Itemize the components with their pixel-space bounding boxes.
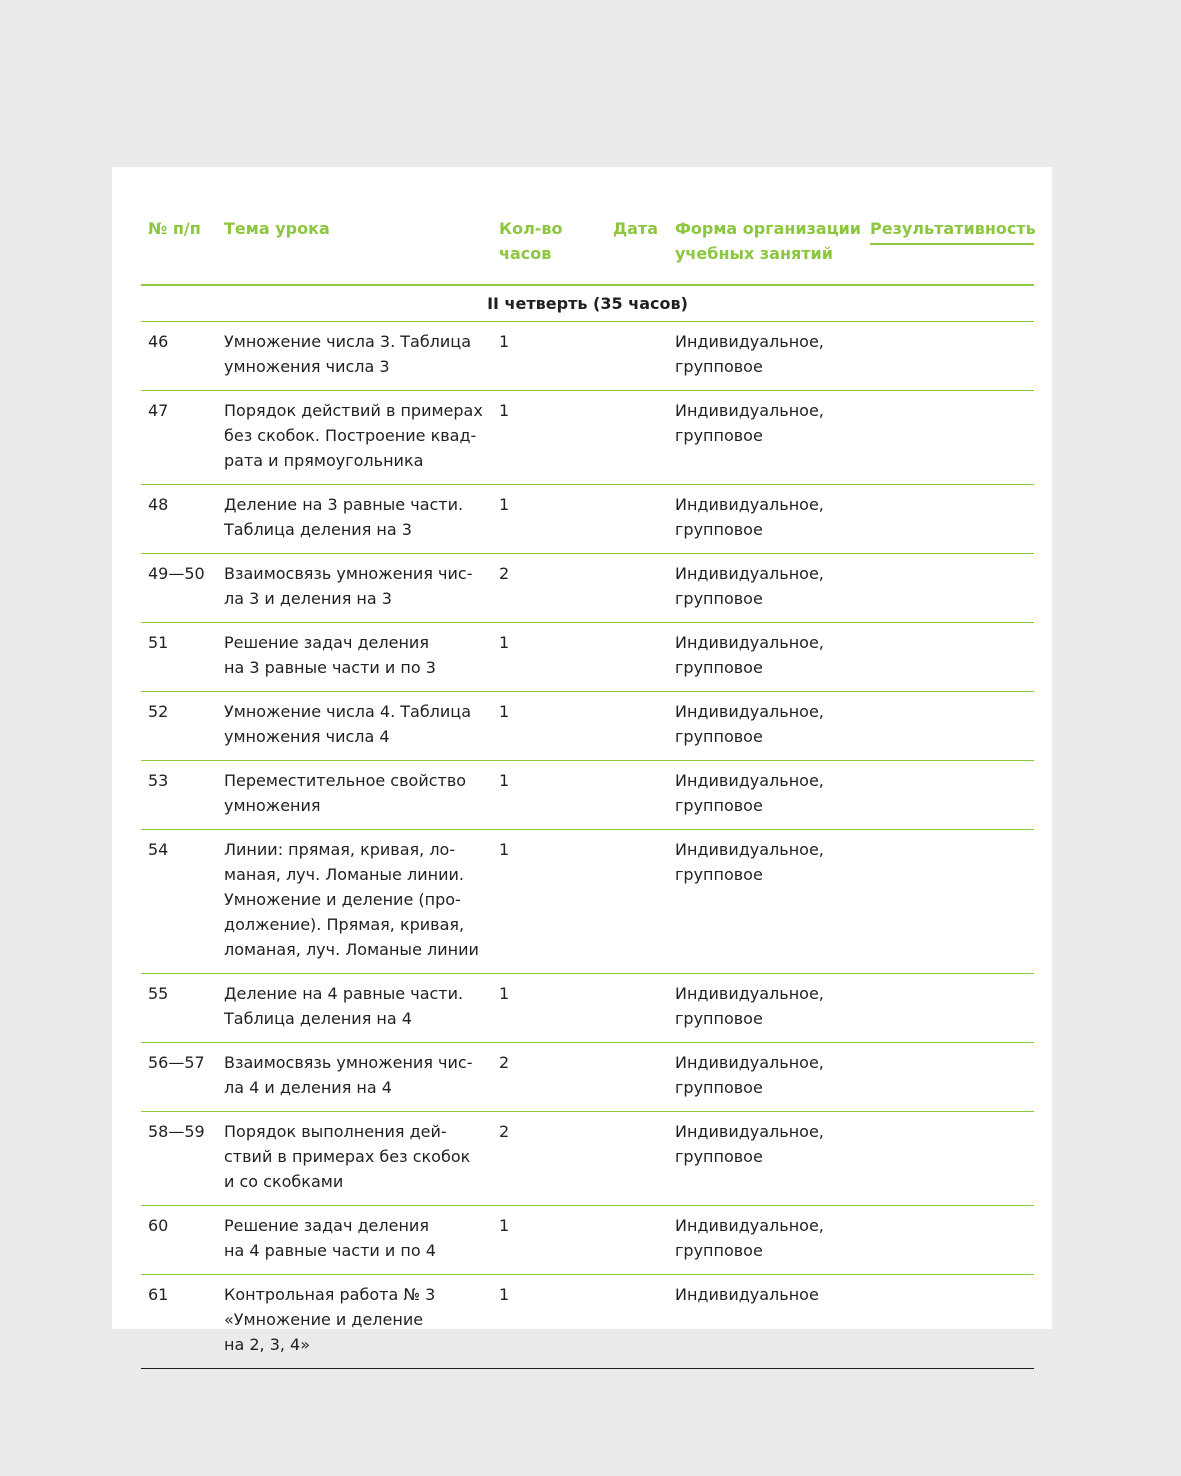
cell-hours: 1 <box>492 623 610 692</box>
topic-line: Умножение числа 4. Таблица <box>224 702 471 721</box>
cell-topic <box>217 830 492 974</box>
cell-result <box>864 485 1034 554</box>
topic-line: и со скобками <box>224 1172 344 1191</box>
cell-result <box>864 1112 1034 1206</box>
table-row <box>141 1112 1034 1206</box>
cell-num: 55 <box>141 974 217 1043</box>
topic-line: на 4 равные части и по 4 <box>224 1241 436 1260</box>
cell-num: 48 <box>141 485 217 554</box>
quarter-title: II четверть (35 часов) <box>141 285 1034 322</box>
cell-result <box>864 1206 1034 1275</box>
form-line: Индивидуальное, <box>675 495 824 514</box>
form-line: Индивидуальное, <box>675 401 824 420</box>
topic-line: маная, луч. Ломаные линии. <box>224 865 464 884</box>
cell-date <box>610 554 668 623</box>
cell-topic <box>217 391 492 485</box>
header-result: Результативность <box>870 216 1034 245</box>
cell-topic <box>217 761 492 830</box>
topic-line: ла 4 и деления на 4 <box>224 1078 392 1097</box>
cell-form <box>668 761 864 830</box>
table-row <box>141 830 1034 974</box>
form-line: Индивидуальное, <box>675 771 824 790</box>
form-line: групповое <box>675 1241 763 1260</box>
topic-line: Решение задач деления <box>224 1216 429 1235</box>
topic-line: Умножение числа 3. Таблица <box>224 332 471 351</box>
cell-topic <box>217 1043 492 1112</box>
header-date: Дата <box>610 215 668 285</box>
form-line: групповое <box>675 796 763 815</box>
form-line: Индивидуальное, <box>675 633 824 652</box>
topic-line: ла 3 и деления на 3 <box>224 589 392 608</box>
topic-line: на 3 равные части и по 3 <box>224 658 436 677</box>
cell-form <box>668 391 864 485</box>
cell-form <box>668 1112 864 1206</box>
form-line: групповое <box>675 357 763 376</box>
cell-num: 52 <box>141 692 217 761</box>
cell-date <box>610 1206 668 1275</box>
form-line: Индивидуальное <box>675 1285 819 1304</box>
quarter-row <box>141 285 1034 322</box>
table-row <box>141 554 1034 623</box>
cell-form <box>668 1206 864 1275</box>
cell-date <box>610 485 668 554</box>
topic-line: Взаимосвязь умножения чис- <box>224 564 473 583</box>
cell-hours: 1 <box>492 761 610 830</box>
cell-num: 56—57 <box>141 1043 217 1112</box>
form-line: групповое <box>675 865 763 884</box>
cell-result <box>864 623 1034 692</box>
table-row <box>141 692 1034 761</box>
form-line: групповое <box>675 589 763 608</box>
cell-result <box>864 830 1034 974</box>
form-line: групповое <box>675 727 763 746</box>
topic-line: Решение задач деления <box>224 633 429 652</box>
topic-line: ствий в примерах без скобок <box>224 1147 471 1166</box>
form-line: групповое <box>675 1078 763 1097</box>
form-line: Индивидуальное, <box>675 564 824 583</box>
topic-line: умножения числа 3 <box>224 357 390 376</box>
cell-topic <box>217 322 492 391</box>
document-page <box>112 167 1052 1354</box>
cell-topic <box>217 554 492 623</box>
table-row <box>141 322 1034 391</box>
cell-num: 49—50 <box>141 554 217 623</box>
table-row <box>141 485 1034 554</box>
form-line: Индивидуальное, <box>675 1053 824 1072</box>
table-row <box>141 391 1034 485</box>
form-line: групповое <box>675 426 763 445</box>
topic-line: умножения <box>224 796 321 815</box>
topic-line: без скобок. Построение квад- <box>224 426 477 445</box>
cell-date <box>610 322 668 391</box>
topic-line: Таблица деления на 4 <box>224 1009 412 1028</box>
table-row <box>141 1206 1034 1275</box>
cell-num: 53 <box>141 761 217 830</box>
cell-hours: 2 <box>492 1043 610 1112</box>
cell-topic <box>217 1275 492 1369</box>
topic-line: Порядок действий в примерах <box>224 401 483 420</box>
form-line: Индивидуальное, <box>675 1216 824 1235</box>
cell-date <box>610 1043 668 1112</box>
cell-result <box>864 554 1034 623</box>
header-num: № п/п <box>141 215 217 285</box>
topic-line: «Умножение и деление <box>224 1310 424 1329</box>
cell-topic <box>217 692 492 761</box>
cell-form <box>668 485 864 554</box>
cell-num: 46 <box>141 322 217 391</box>
topic-line: Взаимосвязь умножения чис- <box>224 1053 473 1072</box>
topic-line: Таблица деления на 3 <box>224 520 412 539</box>
cell-num: 61 <box>141 1275 217 1369</box>
form-line: групповое <box>675 658 763 677</box>
topic-line: Переместительное свойство <box>224 771 467 790</box>
cell-form <box>668 322 864 391</box>
cell-date <box>610 692 668 761</box>
lesson-plan-table <box>141 215 1034 1369</box>
cell-num: 58—59 <box>141 1112 217 1206</box>
cell-result <box>864 692 1034 761</box>
cell-result <box>864 761 1034 830</box>
cell-result <box>864 1043 1034 1112</box>
table-row <box>141 1043 1034 1112</box>
topic-line: рата и прямоугольника <box>224 451 424 470</box>
topic-line: Деление на 3 равные части. <box>224 495 464 514</box>
cell-num: 54 <box>141 830 217 974</box>
cell-hours: 1 <box>492 391 610 485</box>
cell-result <box>864 1275 1034 1369</box>
header-row <box>141 215 1034 285</box>
cell-date <box>610 1112 668 1206</box>
cell-date <box>610 623 668 692</box>
topic-line: на 2, 3, 4» <box>224 1335 311 1354</box>
cell-hours: 2 <box>492 1112 610 1206</box>
topic-line: Деление на 4 равные части. <box>224 984 464 1003</box>
table-row <box>141 623 1034 692</box>
cell-num: 51 <box>141 623 217 692</box>
topic-line: должение). Прямая, кривая, <box>224 915 465 934</box>
cell-topic <box>217 623 492 692</box>
topic-line: умножения числа 4 <box>224 727 390 746</box>
header-hours: Кол-во часов <box>492 215 610 285</box>
form-line: Индивидуальное, <box>675 332 824 351</box>
table-row <box>141 974 1034 1043</box>
cell-topic <box>217 485 492 554</box>
cell-form <box>668 554 864 623</box>
header-result-cell <box>864 215 1034 285</box>
cell-hours: 1 <box>492 1206 610 1275</box>
cell-hours: 2 <box>492 554 610 623</box>
table-body <box>141 285 1034 1369</box>
header-topic: Тема урока <box>217 215 492 285</box>
topic-line: Порядок выполнения дей- <box>224 1122 447 1141</box>
cell-date <box>610 830 668 974</box>
cell-form <box>668 974 864 1043</box>
table-row <box>141 1275 1034 1369</box>
topic-line: Контрольная работа № 3 <box>224 1285 436 1304</box>
form-line: Индивидуальное, <box>675 840 824 859</box>
cell-topic <box>217 1206 492 1275</box>
cell-num: 60 <box>141 1206 217 1275</box>
lesson-plan-table-wrapper <box>141 215 1034 1369</box>
form-line: групповое <box>675 1009 763 1028</box>
cell-form <box>668 1275 864 1369</box>
cell-date <box>610 761 668 830</box>
topic-line: Линии: прямая, кривая, ло- <box>224 840 456 859</box>
cell-hours: 1 <box>492 485 610 554</box>
form-line: Индивидуальное, <box>675 984 824 1003</box>
cell-form <box>668 623 864 692</box>
form-line: Индивидуальное, <box>675 702 824 721</box>
cell-num: 47 <box>141 391 217 485</box>
cell-topic <box>217 974 492 1043</box>
cell-hours: 1 <box>492 692 610 761</box>
cell-form <box>668 830 864 974</box>
cell-topic <box>217 1112 492 1206</box>
form-line: Индивидуальное, <box>675 1122 824 1141</box>
cell-result <box>864 322 1034 391</box>
table-header <box>141 215 1034 285</box>
table-row <box>141 761 1034 830</box>
cell-hours: 1 <box>492 322 610 391</box>
topic-line: ломаная, луч. Ломаные линии <box>224 940 479 959</box>
header-form: Форма организации учебных занятий <box>668 215 864 285</box>
cell-date <box>610 974 668 1043</box>
cell-result <box>864 974 1034 1043</box>
cell-date <box>610 391 668 485</box>
cell-date <box>610 1275 668 1369</box>
cell-hours: 1 <box>492 830 610 974</box>
cell-form <box>668 692 864 761</box>
cell-hours: 1 <box>492 1275 610 1369</box>
topic-line: Умножение и деление (про- <box>224 890 461 909</box>
cell-result <box>864 391 1034 485</box>
cell-form <box>668 1043 864 1112</box>
form-line: групповое <box>675 520 763 539</box>
cell-hours: 1 <box>492 974 610 1043</box>
form-line: групповое <box>675 1147 763 1166</box>
